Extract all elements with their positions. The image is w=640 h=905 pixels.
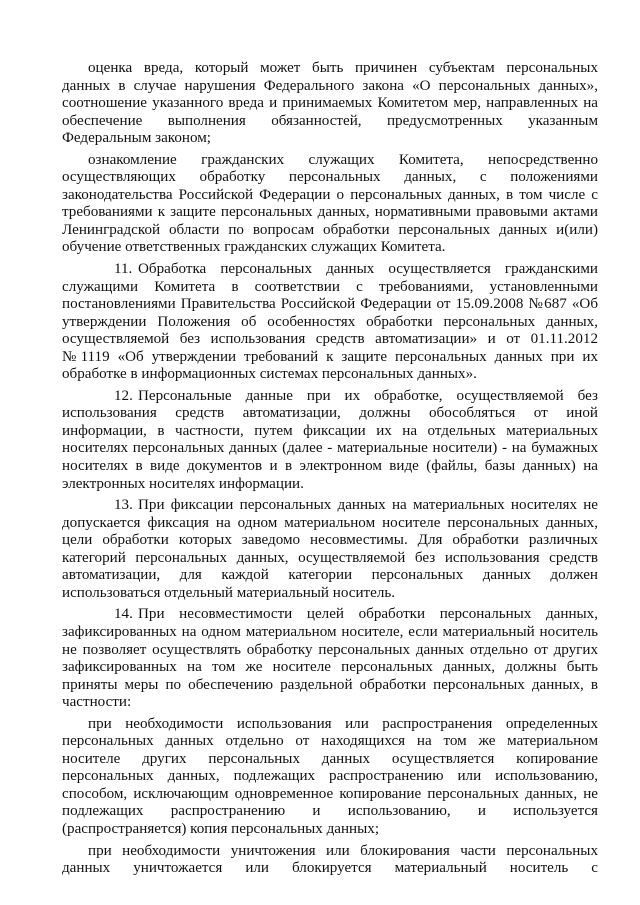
text-line — [62, 677, 598, 695]
text-line — [62, 567, 598, 585]
text-line — [62, 130, 598, 148]
line-text: осуществляющих обработку персональных данных, с положениями — [62, 169, 598, 186]
line-text: не позволяет осуществлять обработку персональных данных отдельно от других — [62, 641, 598, 658]
text-line — [62, 751, 598, 769]
text-line — [62, 187, 598, 205]
line-text: зафиксированных на том же носителе персональных данных, должны быть — [62, 659, 598, 676]
text-line — [62, 440, 598, 458]
text-line — [62, 204, 598, 222]
text-line — [62, 296, 598, 314]
line-text: осуществляемой без использования средств автоматизации» и от 01.11.2012 — [62, 331, 598, 348]
text-line — [62, 405, 598, 423]
line-text: (распространяется) копия персональных данных; — [62, 820, 380, 837]
text-line — [62, 803, 598, 821]
clause-number: 12. — [114, 387, 133, 404]
text-line — [62, 95, 598, 113]
text-line — [62, 279, 598, 297]
text-line — [62, 821, 598, 839]
line-text: Персональные данные при их обработке, осуществляемой без — [138, 387, 598, 404]
line-text: категорий персональных данных, осуществляемой без использования средств — [62, 549, 598, 566]
text-line — [62, 532, 598, 550]
line-text: носителе других персональных данных осуществляется копирование — [62, 750, 598, 767]
clause-number: 13. — [114, 497, 133, 514]
line-text: подлежащих распространению и использованию, и используется — [62, 803, 598, 820]
text-line — [62, 624, 598, 642]
text-line — [62, 716, 598, 734]
paragraph-p8 — [62, 843, 598, 878]
line-text: способом, исключающим одновременное копирование персональных данных, не — [62, 785, 598, 802]
text-line — [62, 113, 598, 131]
line-text: обработке в информационных системах персональных данных». — [62, 366, 477, 383]
line-text: носителях персональных данных (далее - материальные носители) - на бумажных — [62, 440, 598, 457]
line-text: оценка вреда, который может быть причинен субъектам персональных — [88, 60, 598, 76]
line-text: служащими Комитета в соответствии с требованиями, установленными — [62, 278, 598, 295]
text-line — [62, 476, 598, 494]
paragraph-p2 — [62, 152, 598, 257]
text-line — [62, 860, 598, 878]
text-line — [62, 768, 598, 786]
text-line — [62, 550, 598, 568]
paragraph-p6 — [62, 606, 598, 711]
paragraph-p5 — [62, 497, 598, 602]
line-text: обеспечение выполнения обязанностей, предусмотренных указанным — [62, 112, 598, 129]
line-text: Федеральным законом; — [62, 130, 211, 147]
line-text: приняты меры по обеспечению раздельной обработки персональных данных, в — [62, 676, 598, 693]
text-line — [62, 843, 598, 861]
line-text: №1119 «Об утверждении требований к защите персональных данных при их — [62, 348, 598, 365]
line-text: использования средств автоматизации, должны обособляться от иной — [62, 405, 598, 422]
text-line — [62, 786, 598, 804]
text-line — [62, 349, 598, 367]
text-line — [62, 222, 598, 240]
line-text: использоваться отдельный материальный носитель. — [62, 584, 396, 601]
line-text: обучение ответственных гражданских служащих Комитета. — [62, 239, 446, 256]
line-text: персональных данных, подлежащих распространению или использованию, — [62, 768, 598, 785]
line-text: ознакомление гражданских служащих Комитета, непосредственно — [88, 151, 598, 168]
text-line — [62, 388, 598, 406]
text-line — [62, 169, 598, 187]
line-text: данных уничтожается или блокируется материальный носитель с — [62, 860, 598, 877]
paragraph-p7 — [62, 716, 598, 839]
line-text: утверждении Положения об особенностях обработки персональных данных, — [62, 313, 598, 330]
line-text: соотношение указанного вреда и принимаемых Комитетом мер, направленных на — [62, 95, 598, 112]
line-text: частности: — [62, 694, 132, 711]
text-line — [62, 585, 598, 603]
line-text: законодательства Российской Федерации о персональных данных, в том числе с — [62, 186, 598, 203]
clause-number: 11. — [114, 261, 133, 278]
line-text: информации, в частности, путем фиксации их на отдельных материальных — [62, 422, 598, 439]
line-text: зафиксированных на одном материальном носителе, если материальный носитель — [62, 623, 598, 640]
line-text: Обработка персональных данных осуществляется гражданскими — [138, 261, 598, 278]
line-text: цели обработки которых заведомо несовместимы. Для обработки различных — [62, 532, 598, 549]
paragraph-p3 — [62, 261, 598, 384]
text-line — [62, 78, 598, 96]
text-line — [62, 606, 598, 624]
line-text: постановлениями Правительства Российской Федерации от 15.09.2008 №687 «Об — [62, 296, 598, 313]
line-text: Ленинградской области по вопросам обработки персональных данных и(или) — [62, 221, 598, 238]
text-line — [62, 458, 598, 476]
text-line — [62, 423, 598, 441]
text-line — [62, 642, 598, 660]
line-text: При фиксации персональных данных на материальных носителях не — [138, 497, 598, 514]
paragraph-p1 — [62, 60, 598, 148]
text-line — [62, 152, 598, 170]
text-line — [62, 60, 598, 78]
text-line — [62, 694, 598, 712]
text-line — [62, 366, 598, 384]
text-line — [62, 331, 598, 349]
line-text: при необходимости использования или распространения определенных — [88, 715, 598, 732]
text-line — [62, 314, 598, 332]
text-line — [62, 261, 598, 279]
line-text: электронных носителях информации. — [62, 475, 304, 492]
line-text: допускается фиксация на одном материальном носителе персональных данных, — [62, 514, 598, 531]
document-page — [62, 60, 598, 882]
text-line — [62, 515, 598, 533]
line-text: при необходимости уничтожения или блокирования части персональных — [88, 842, 598, 859]
paragraph-p4 — [62, 388, 598, 493]
line-text: персональных данных отдельно от находящихся на том же материальном — [62, 733, 598, 750]
line-text: данных в случае нарушения Федерального закона «О персональных данных», — [62, 77, 598, 94]
line-text: При несовместимости целей обработки персональных данных, — [138, 606, 598, 623]
line-text: носителях в виде документов и в электронном виде (файлы, базы данных) на — [62, 458, 598, 475]
text-line — [62, 659, 598, 677]
text-line — [62, 497, 598, 515]
line-text: требованиями к защите персональных данных, нормативными правовыми актами — [62, 204, 598, 221]
text-line — [62, 733, 598, 751]
text-line — [62, 239, 598, 257]
clause-number: 14. — [114, 606, 133, 623]
line-text: автоматизации, для каждой категории персональных данных должен — [62, 567, 598, 584]
